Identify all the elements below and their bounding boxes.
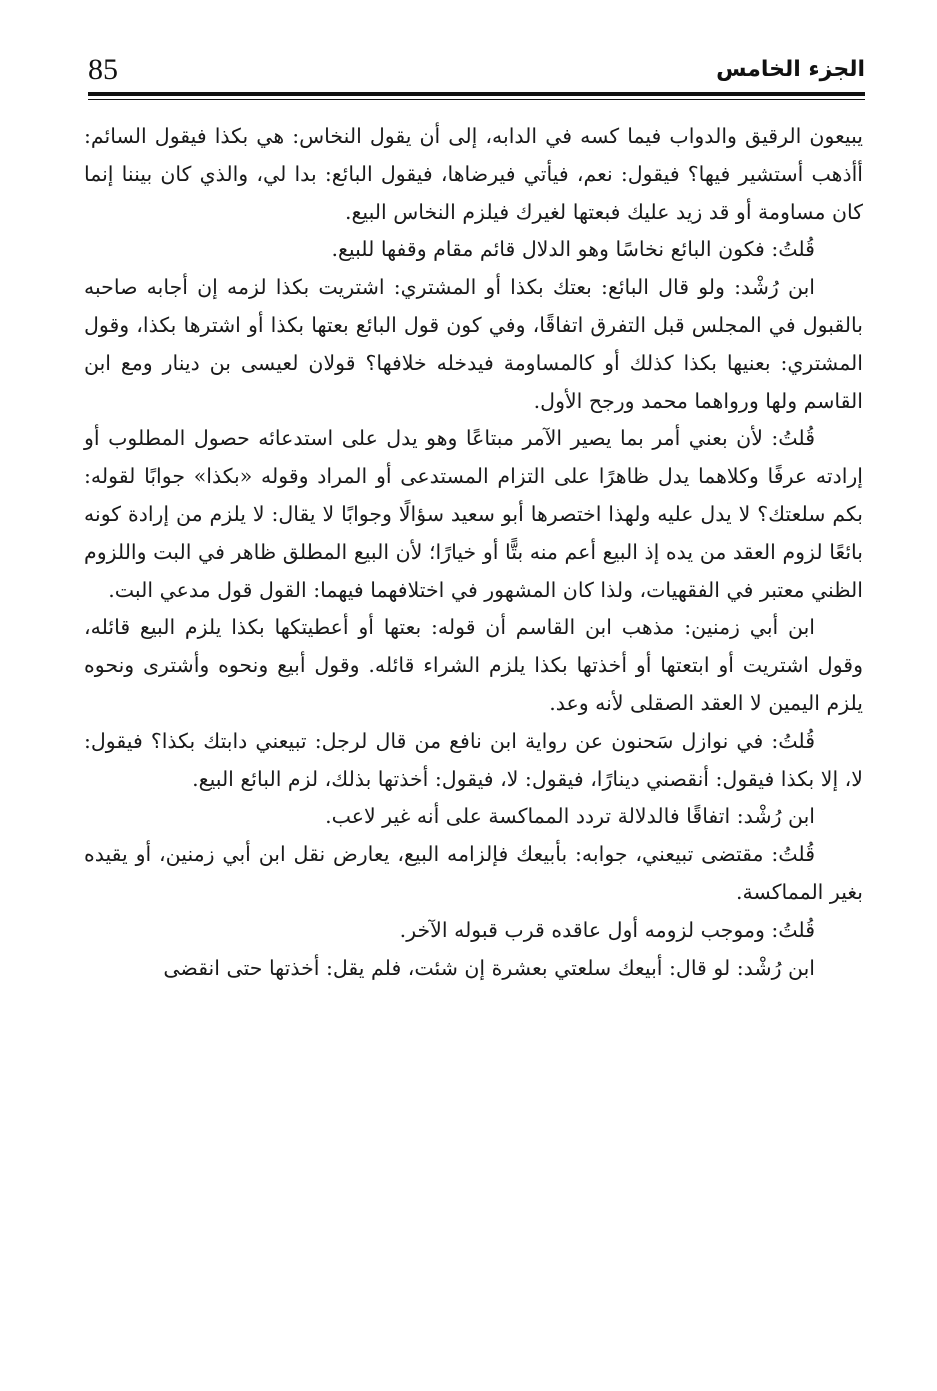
paragraph: قُلتُ: في نوازل سَحنون عن رواية ابن نافع من قال لرجل: تبيعني دابتك بكذا؟ فيقول: لا، إلا بكذا فيقول: أنقصني دينارًا، فيقول: لا، فيقول: أخذتها بذلك، لزم البائع البيع.	[84, 728, 863, 791]
paragraph: قُلتُ: فكون البائع نخاسًا وهو الدلال قائم مقام وقفها للبيع.	[331, 237, 815, 262]
header-rule-thin	[88, 99, 865, 100]
paragraph: ابن أبي زمنين: مذهب ابن القاسم أن قوله: بعتها أو أعطيتكها بكذا يلزم البيع قائله، وقول اشتريت أو ابتعتها أو أخذتها بكذا يلزم الشراء قائله. وقول أبيع ونحوه وأشترى ونحوه يلزم اليمين لا العقد الصقلى لأنه وعد.	[84, 615, 863, 715]
page-number: 85	[88, 53, 118, 86]
paragraph: قُلتُ: لأن بعني أمر بما يصير الآمر مبتاعًا وهو يدل على استدعائه حصول المطلوب أو إرادته عرفًا وكلاهما يدل ظاهرًا على التزام المستدعى أو المراد وقوله «بكذا» جوابًا لقوله: بكم سلعتك؟ لا يدل عليه ولهذا اختصرها أبو سعيد سؤالًا وجوابًا لا يقال: لا يلزم من إرادة كونه بائعًا لزوم العقد من يده إذ البيع أعم منه بتًّا أو خيارًا؛ لأن البيع المطلق ظاهر في البت واللزوم الظني معتبر في الفقهيات، ولذا كان المشهور في اختلافهما فيهما: القول قول مدعي البت.	[84, 426, 863, 602]
running-title: الجزء الخامس	[716, 57, 865, 82]
paragraph: يبيعون الرقيق والدواب فيما كسه في الدابه، إلى أن يقول النخاس: هي بكذا فيقول السائم: أأذهب أستشير فيها؟ فيقول: نعم، فيأتي فيرضاها، فيقول البائع: بدا لي، والذي كان بيننا إنما كان مساومة أو قد زيد عليك فبعتها لغيرك فيلزم النخاس البيع.	[84, 124, 863, 224]
paragraph: ابن رُشْد: اتفاقًا فالدلالة تردد المماكسة على أنه غير لاعب.	[325, 804, 815, 829]
header-rule-thick	[88, 92, 865, 96]
paragraph: ابن رُشْد: ولو قال البائع: بعتك بكذا أو المشتري: اشتريت بكذا لزمه إن أجابه صاحبه بالقبول في المجلس قبل التفرق اتفاقًا، وفي كون قول البائع بعتها بكذا أو اشترها بكذا، وقول المشتري: بعنيها بكذا كذلك أو كالمساومة فيدخله خلافها؟ قولان لعيسى بن دينار ومع ابن القاسم ولها ورواهما محمد ورجح الأول.	[84, 275, 863, 413]
paragraph: قُلتُ: وموجب لزومه أول عاقده قرب قبوله الآخر.	[399, 917, 815, 942]
body-text	[84, 118, 863, 987]
paragraph: قُلتُ: مقتضى تبيعني، جوابه: بأبيعك فإلزامه البيع، يعارض نقل ابن أبي زمنين، أو يقيده بغير المماكسة.	[84, 842, 863, 904]
paragraph: ابن رُشْد: لو قال: أبيعك سلعتي بعشرة إن شئت، فلم يقل: أخذتها حتى انقضى	[163, 955, 815, 980]
